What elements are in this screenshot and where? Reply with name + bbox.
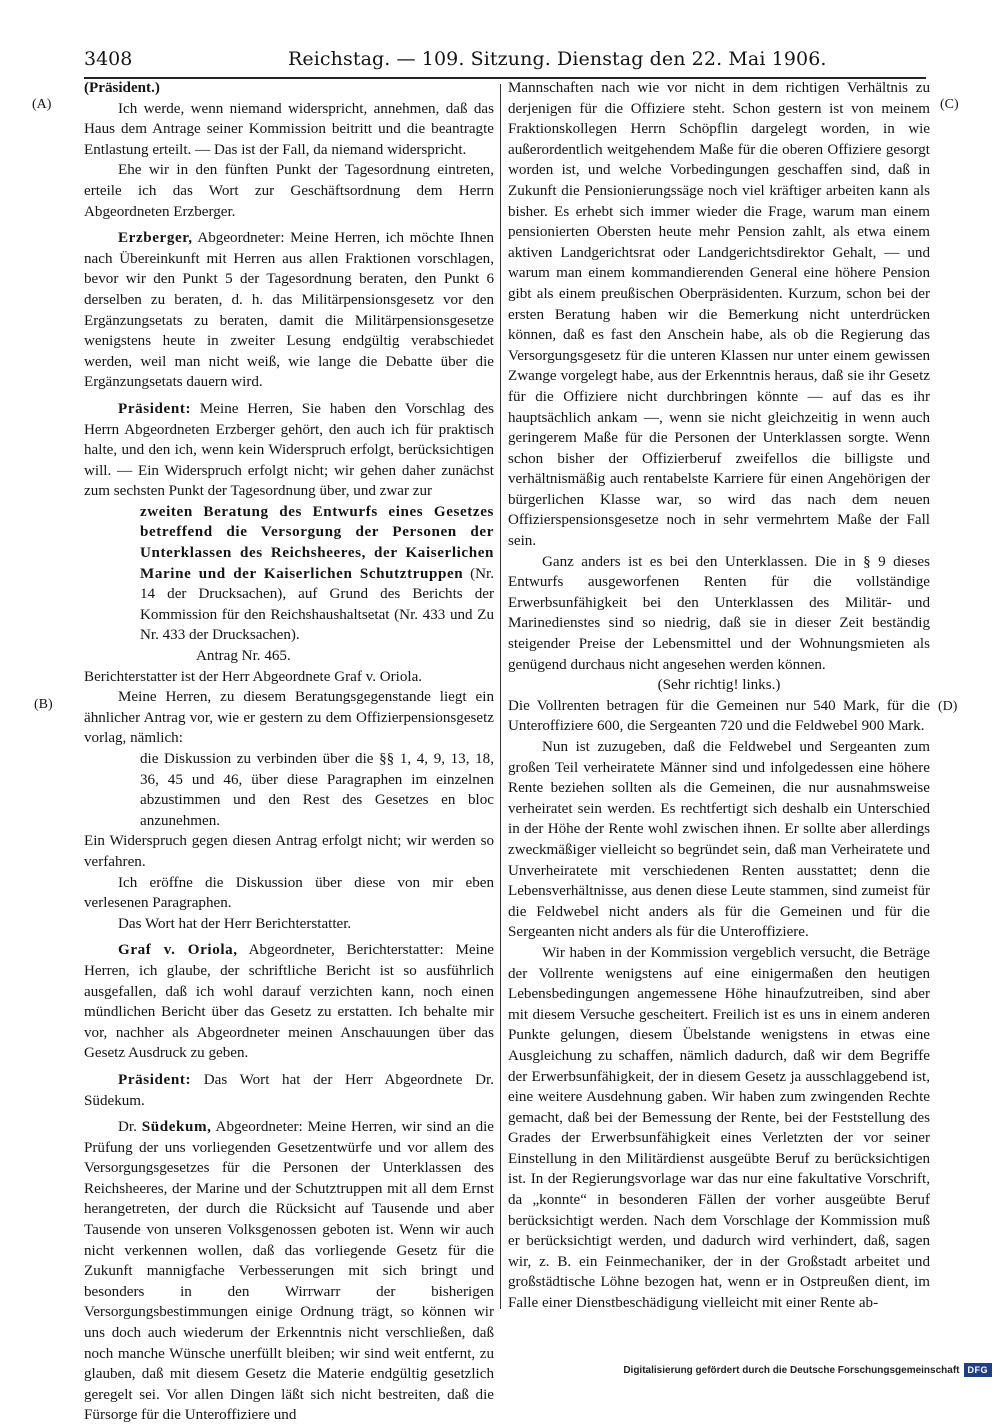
paragraph: Ehe wir in den fünften Punkt der Tagesordnung eintreten, erteile ich das Wort zur Geschäftsordnung dem Herrn Abgeordneten Erzberger. [84,162,494,220]
speaker-name: Präsident: [118,1071,192,1088]
paragraph: Das Wort hat der Herr Berichterstatter. [118,915,352,932]
speech-text: Abgeordneter, Berichterstatter: Meine Herren, ich glaube, der schriftliche Bericht ist so ausführlich ausgefallen, daß ich wohl darauf verzichten kann, noch einen mündlichen Bericht über das Gesetz zu erstatten. Ich behalte mir vor, nachher als Abgeordneter meinen Anschauungen über das Gesetz Ausdruck zu geben. [84,942,495,1062]
interjection: (Sehr richtig! links.) [657,677,781,694]
motion-number: Antrag Nr. 465. [196,648,291,665]
credit-text: Digitalisierung gefördert durch die Deutsche Forschungsgemeinschaft [623,1364,960,1376]
agenda-reference: (Nr. 14 der Drucksachen), auf Grund des Berichts der Kommission für den Reichshaushaltsetat (Nr. 433 und Zu Nr. 433 der Drucksachen). [140,565,494,644]
speech-paragraph [84,1070,494,1111]
speech-text: Das Wort hat der Herr Abgeordnete Dr. Südekum. [84,1071,494,1109]
speech-text: Meine Herren, Sie haben den Vorschlag des Herrn Abgeordneten Erzberger gehört, den auch ich für praktisch halte, und den ich, wenn kein Widerspruch erfolgt, berücksichtigen will. — Ein Widerspruch erfolgt nicht; wir gehen daher zunächst zum sechsten Punkt der Tagesordnung über, und zwar zur [84,400,494,500]
agenda-item [140,502,494,646]
motion-quote: die Diskussion zu verbinden über die §§ 1, 4, 9, 13, 18, 36, 45 und 46, über diese Paragraphen im einzelnen abzustimmen und den Rest des Gesetzes en bloc anzunehmen. [140,751,494,829]
agenda-title: zweiten Beratung des Entwurfs eines Gesetzes betreffend die Versorgung der Personen der Unterklassen des Reichsheeres, der Kaiserlichen Marine und der Kaiserlichen Schutztruppen [140,503,494,582]
paragraph: Ein Widerspruch gegen diesen Antrag erfolgt nicht; wir werden so verfahren. [84,833,494,870]
margin-mark-d: (D) [938,699,958,714]
speech-paragraph [84,399,494,502]
paragraph: Ich eröffne die Diskussion über diese von mir eben verlesenen Paragraphen. [84,874,494,912]
speech-paragraph [84,940,494,1064]
speech-paragraph [84,228,494,393]
paragraph: Berichterstatter ist der Herr Abgeordnete Graf v. Oriola. [84,668,423,685]
paragraph: Nun ist zuzugeben, daß die Feldwebel und Sergeanten zum großen Teil verheiratete Männer sind und infolgedessen eine höhere Rente beziehen sollten als die Gemeinen, die nur ausnahmsweise verheiratet sein werden. Es rechtfertigt sich deshalb ein Unterschied in der Höhe der Rente wohl zwischen ihnen. Er sollte aber allerdings zweckmäßiger vielleicht so begründet sein, daß man Verheiratete und Unverheiratete mit verschiedenen Renten ausstattet; denn die Lebensverhältnisse, aus denen diese Leute stammen, sind zumeist für die Feldwebel nicht anders als für die Gemeinen und für die Sergeanten nicht anders als für die Unteroffiziere. [508,739,930,941]
speech-paragraph [84,1117,494,1426]
speaker-name: Graf v. Oriola, [118,942,238,959]
speaker-title: Dr. [118,1119,142,1136]
paragraph: Ich werde, wenn niemand widerspricht, annehmen, daß das Haus dem Antrage seiner Kommission beitritt und die beantragte Entlastung erteilt. — Das ist der Fall, da niemand widerspricht. [84,100,494,158]
speaker-name: Präsident: [118,400,192,417]
paragraph: Die Vollrenten betragen für die Gemeinen nur 540 Mark, für die Unteroffiziere 600, die Sergeanten 720 und die Feldwebel 900 Mark. [508,697,930,735]
speaker-heading: (Präsident.) [84,80,160,96]
left-column [84,78,494,1426]
right-column [508,78,930,1314]
paragraph: Wir haben in der Kommission vergeblich versucht, die Beträge der Vollrente wenigstens auf eine einigermaßen den heutigen Lebensbedingungen angemessene Höhe hinaufzutreiben, sind aber mit diesem Versuche gescheitert. Freilich ist es uns in einem anderen Punkte gelungen, diesem Übelstande wenigstens in etwas eine Ausgleichung zu schaffen, nämlich dadurch, daß wir dem Begriffe der Erwerbsunfähigkeit, der in diesem Gesetz ja ausschlaggebend ist, eine weitere Ausdehnung gaben. Wir haben zum zwingenden Rechte gemacht, daß bei der Bemessung der Rente, bei der Feststellung des Grades der Erwerbsunfähigkeit eines Verletzten der vor seiner Einstellung in den Militärdienst ausgeübte Beruf zu berücksichtigen ist. In der Regierungsvorlage war das nur eine fakultative Vorschrift, da „konnte“ in besonderen Fällen der vorher ausgeübte Beruf berücksichtigt werden. Nach dem Vorschlage der Kommission muß er berücksichtigt werden, und dadurch wird verhindert, daß, sagen wir, z. B. ein Feinmechaniker, der in der Großstadt arbeitet und großstädtische Löhne bezogen hat, wenn er in Ostpreußen dient, im Falle einer Dienstbeschädigung vielleicht mit einer Rente ab- [508,944,930,1312]
paragraph: Meine Herren, zu diesem Beratungsgegenstande liegt ein ähnlicher Antrag vor, wie er gestern zu dem Offizierpensionsgesetz vorlag, nämlich: [84,689,494,747]
column-divider [500,84,501,1309]
dfg-logo: DFG [964,1363,993,1377]
paragraph: Ganz anders ist es bei den Unterklassen. Die in § 9 dieses Entwurfs ausgeworfenen Renten für die vollständige Erwerbsunfähigkeit bei den Unterklassen des Militär- und Marinedienstes sind so niedrig, daß sie in dieser Zeit beständig steigender Preise der Lebensmittel und der Wohnungsmieten als genügend durchaus nicht angesehen werden können. [508,553,930,673]
digitization-credit [623,1363,992,1377]
margin-mark-c: (C) [940,97,959,112]
margin-mark-a: (A) [32,97,52,112]
speech-text: Abgeordneter: Meine Herren, wir sind an die Prüfung der uns vorliegenden Gesetzentwürfe und vor allem des Versorgungsgesetzes für die Personen der Unterklassen des Reichsheeres, der Marine und der Schutztruppen mit all dem Ernst herangetreten, der durch die Rücksicht auf Tausende und aber Tausende von unseren Volksgenossen geboten ist. Wenn wir auch nicht verkennen wollen, daß das vorliegende Gesetz für die Zukunft mannigfache Verbesserungen mit sich bringt und besonders in den Wirrwarr der bisherigen Versorgungsbestimmungen einige Ordnung trägt, so können wir uns doch auch wiederum der Erkenntnis nicht verschließen, daß noch manche Wünsche unerfüllt bleiben; wir sind weit entfernt, zu glauben, daß mit diesem Gesetz die Materie endgültig gesetzlich geregelt sei. Vor allen Dingen läßt sich nicht bestreiten, daß die Fürsorge für die Unteroffiziere und [84,1119,495,1424]
speech-text: Abgeordneter: Meine Herren, ich möchte Ihnen nach Übereinkunft mit Herren aus allen Fraktionen vorschlagen, bevor wir den Punkt 5 der Tagesordnung beraten, den Punkt 6 derselben zu beraten, d. h. das Militärpensionsgesetz vor den Ergänzungsetats zu beraten, damit die Militärpensionsgesetze wenigstens heute in zweiter Lesung endgültig verabschiedet werden, weil man nicht weiß, wie lange die Debatte über die Ergänzungsetats dauern wird. [84,230,494,391]
speaker-name: Erzberger, [118,230,193,247]
paragraph: Mannschaften nach wie vor nicht in dem richtigen Verhältnis zu derjenigen für die Offiziere steht. Schon gestern ist von meinem Fraktionskollegen Herrn Schöpflin dargelegt worden, in wie außerordentlich weitgehendem Maße für die oberen Offiziere gesorgt worden ist, und welche Vorbedingungen geschaffen sind, daß in Zukunft die Pensionierungssäge noch viel kräftiger arbeiten kann als bisher. Es erhebt sich immer wieder die Frage, warum man einem pensionierten Obersten heute mehr Pension zahlt, als etwa einem aktiven Landgerichtsrat oder Landgerichtsdirektor Gehalt, — und warum man einem kommandierenden General eine höhere Pension gibt als einem preußischen Oberpräsidenten. Kurzum, schon bei der ersten Beratung haben wir die Bemerkung nicht unterdrücken können, daß es fast den Anschein habe, als ob die Regierung das Versorgungsgesetz für die unteren Klassen nur unter einem gewissen Zwange vorgelegt habe, aus der Erkenntnis heraus, daß sie ihr Gesetz für die Offiziere nicht durchbringen könnte — auf das es ihr hauptsächlich ankam —, wenn sie nicht gleichzeitig in wenn auch geringerem Maße für die Personen der Unterklassen sorgte. Wenn schon bisher der Offizierberuf zweifellos die billigste und verhältnismäßig auch rentabelste Karriere für einen Angehörigen der bürgerlichen Klasse war, so wird das nach dem neuen Offizierspensionsgesetze noch in sehr vermehrtem Maße der Fall sein. [508,80,930,550]
speaker-name: Südekum, [141,1119,212,1136]
page-header [84,44,926,74]
margin-mark-b: (B) [34,697,53,712]
running-title: Reichstag. — 109. Sitzung. Dienstag den 22. Mai 1906. [288,48,827,70]
page-number: 3408 [84,48,133,70]
